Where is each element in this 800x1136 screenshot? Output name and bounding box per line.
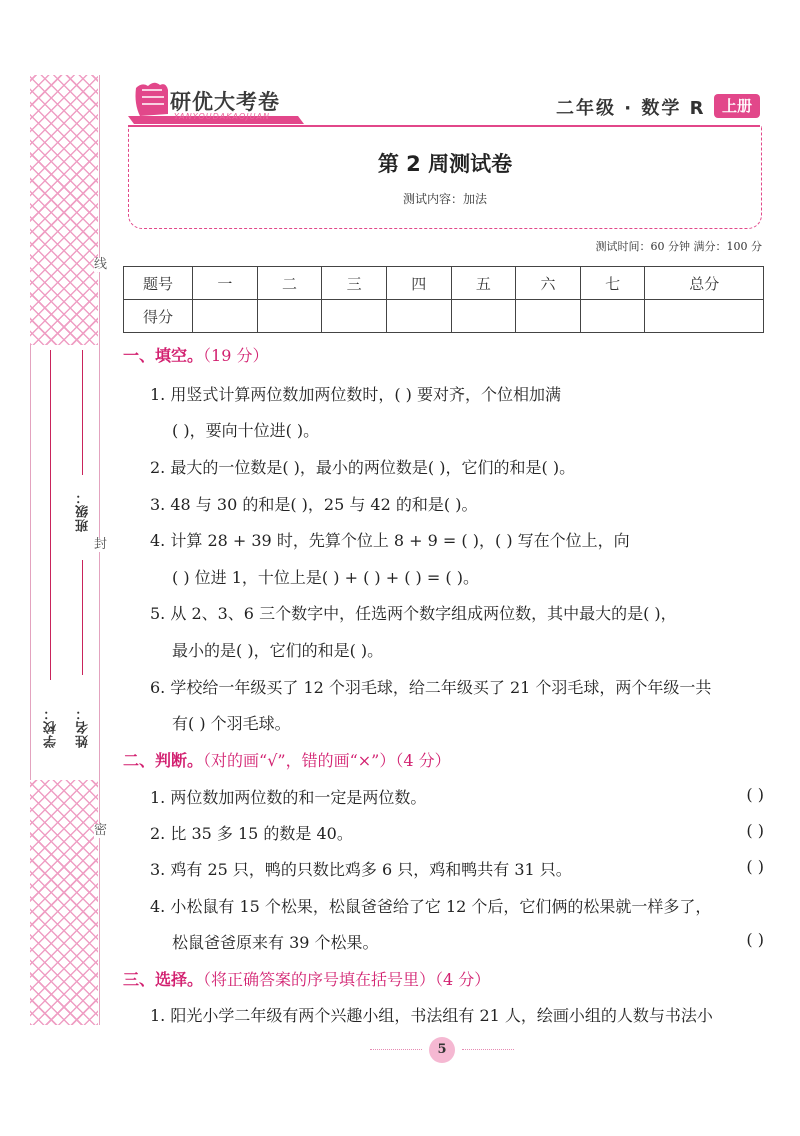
question-2-3: 3. 鸡有 25 只，鸭的只数比鸡多 6 只，鸡和鸭共有 31 只。: [150, 860, 572, 879]
question-2-4-cont: 松鼠爸爸原来有 39 个松果。: [172, 933, 379, 952]
question-1-4: 4. 计算 28 + 39 时，先算个位上 8 + 9 = ( )，( ) 写在个位上，向: [150, 531, 630, 550]
score-input-cell[interactable]: [322, 300, 387, 333]
table-cell: 题号: [124, 267, 193, 300]
volume-badge: 上册: [714, 94, 760, 118]
question-1-5: 5. 从 2、3、6 三个数字中，任选两个数字组成两位数，其中最大的是( )，: [150, 604, 677, 623]
score-input-cell[interactable]: [451, 300, 516, 333]
score-input-cell[interactable]: [645, 300, 764, 333]
section-1-note: （19 分）: [203, 346, 269, 365]
seal-label-line: 线: [94, 257, 108, 272]
time-info: 测试时间：60 分钟 满分：100 分: [595, 240, 762, 253]
name-field-label: 姓名：: [76, 706, 91, 748]
question-1-6-cont: 有( ) 个羽毛球。: [172, 714, 291, 733]
class-line-upper: [82, 350, 83, 475]
table-cell: 总分: [645, 267, 764, 300]
table-cell: 一: [193, 267, 258, 300]
footer-dotline-left: [370, 1049, 422, 1050]
answer-paren[interactable]: ( ): [746, 857, 764, 876]
question-1-3: 3. 48 与 30 的和是( )，25 与 42 的和是( )。: [150, 495, 478, 514]
margin-pattern-bottom: [30, 780, 98, 1025]
table-cell: 五: [451, 267, 516, 300]
table-cell: 二: [257, 267, 322, 300]
class-field-label: 班级：: [76, 490, 91, 532]
seal-label-seal: 封: [94, 537, 108, 552]
test-content: 测试内容：加法: [402, 192, 487, 206]
table-cell: 六: [516, 267, 581, 300]
section-2-note: （对的画“√”，错的画“×”）（4 分）: [203, 751, 451, 770]
answer-paren[interactable]: ( ): [746, 785, 764, 804]
logo-subtitle: YANYOUDAKAOJUAN: [174, 112, 270, 121]
score-input-cell[interactable]: [386, 300, 451, 333]
question-1-6: 6. 学校给一年级买了 12 个羽毛球，给二年级买了 21 个羽毛球，两个年级一共: [150, 678, 712, 697]
title-box: [128, 126, 762, 229]
question-1-2: 2. 最大的一位数是( )，最小的两位数是( )，它们的和是( )。: [150, 458, 576, 477]
section-3-note: （将正确答案的序号填在括号里）（4 分）: [203, 970, 491, 989]
class-line-lower: [82, 560, 83, 675]
question-2-1: 1. 两位数加两位数的和一定是两位数。: [150, 788, 427, 807]
section-3-title: 三、选择。: [123, 970, 204, 989]
school-field-label: 学校：: [44, 706, 59, 748]
table-score-row: [124, 300, 764, 333]
footer-dotline-right: [462, 1049, 514, 1050]
answer-paren[interactable]: ( ): [746, 930, 764, 949]
section-2-title: 二、判断。: [123, 751, 204, 770]
score-input-cell[interactable]: [516, 300, 581, 333]
section-1-heading: [123, 343, 268, 366]
brand-logo: [128, 80, 318, 130]
logo-title: 研优大考卷: [170, 90, 280, 114]
section-3-heading: [123, 967, 490, 990]
question-1-4-cont: ( ) 位进 1，十位上是( ) + ( ) + ( ) = ( )。: [172, 568, 479, 587]
question-2-2: 2. 比 35 多 15 的数是 40。: [150, 824, 353, 843]
name-line-left-upper: [50, 350, 51, 680]
grade-subject: 二年级 · 数学 R: [556, 98, 706, 119]
question-1-1: 1. 用竖式计算两位数加两位数时，( ) 要对齐，个位相加满: [150, 385, 562, 404]
score-input-cell[interactable]: [580, 300, 645, 333]
section-2-heading: [123, 748, 451, 771]
table-cell: 四: [386, 267, 451, 300]
question-1-1-cont: ( )，要向十位进( )。: [172, 421, 320, 440]
page-number: 5: [429, 1037, 455, 1063]
test-title: 第 2 周测试卷: [377, 152, 513, 176]
question-1-5-cont: 最小的是( )，它们的和是( )。: [172, 641, 384, 660]
question-2-4: 4. 小松鼠有 15 个松果，松鼠爸爸给了它 12 个后，它们俩的松果就一样多了，: [150, 897, 712, 916]
table-cell: 七: [580, 267, 645, 300]
score-table: [123, 266, 764, 333]
question-3-1: 1. 阳光小学二年级有两个兴趣小组，书法组有 21 人，绘画小组的人数与书法小: [150, 1006, 713, 1025]
table-header-row: [124, 267, 764, 300]
margin-pattern-top: [30, 75, 98, 345]
score-input-cell[interactable]: [257, 300, 322, 333]
score-input-cell[interactable]: [193, 300, 258, 333]
section-1-title: 一、填空。: [123, 346, 204, 365]
answer-paren[interactable]: ( ): [746, 821, 764, 840]
seal-label-dense: 密: [94, 823, 108, 838]
table-cell: 三: [322, 267, 387, 300]
table-cell: 得分: [124, 300, 193, 333]
